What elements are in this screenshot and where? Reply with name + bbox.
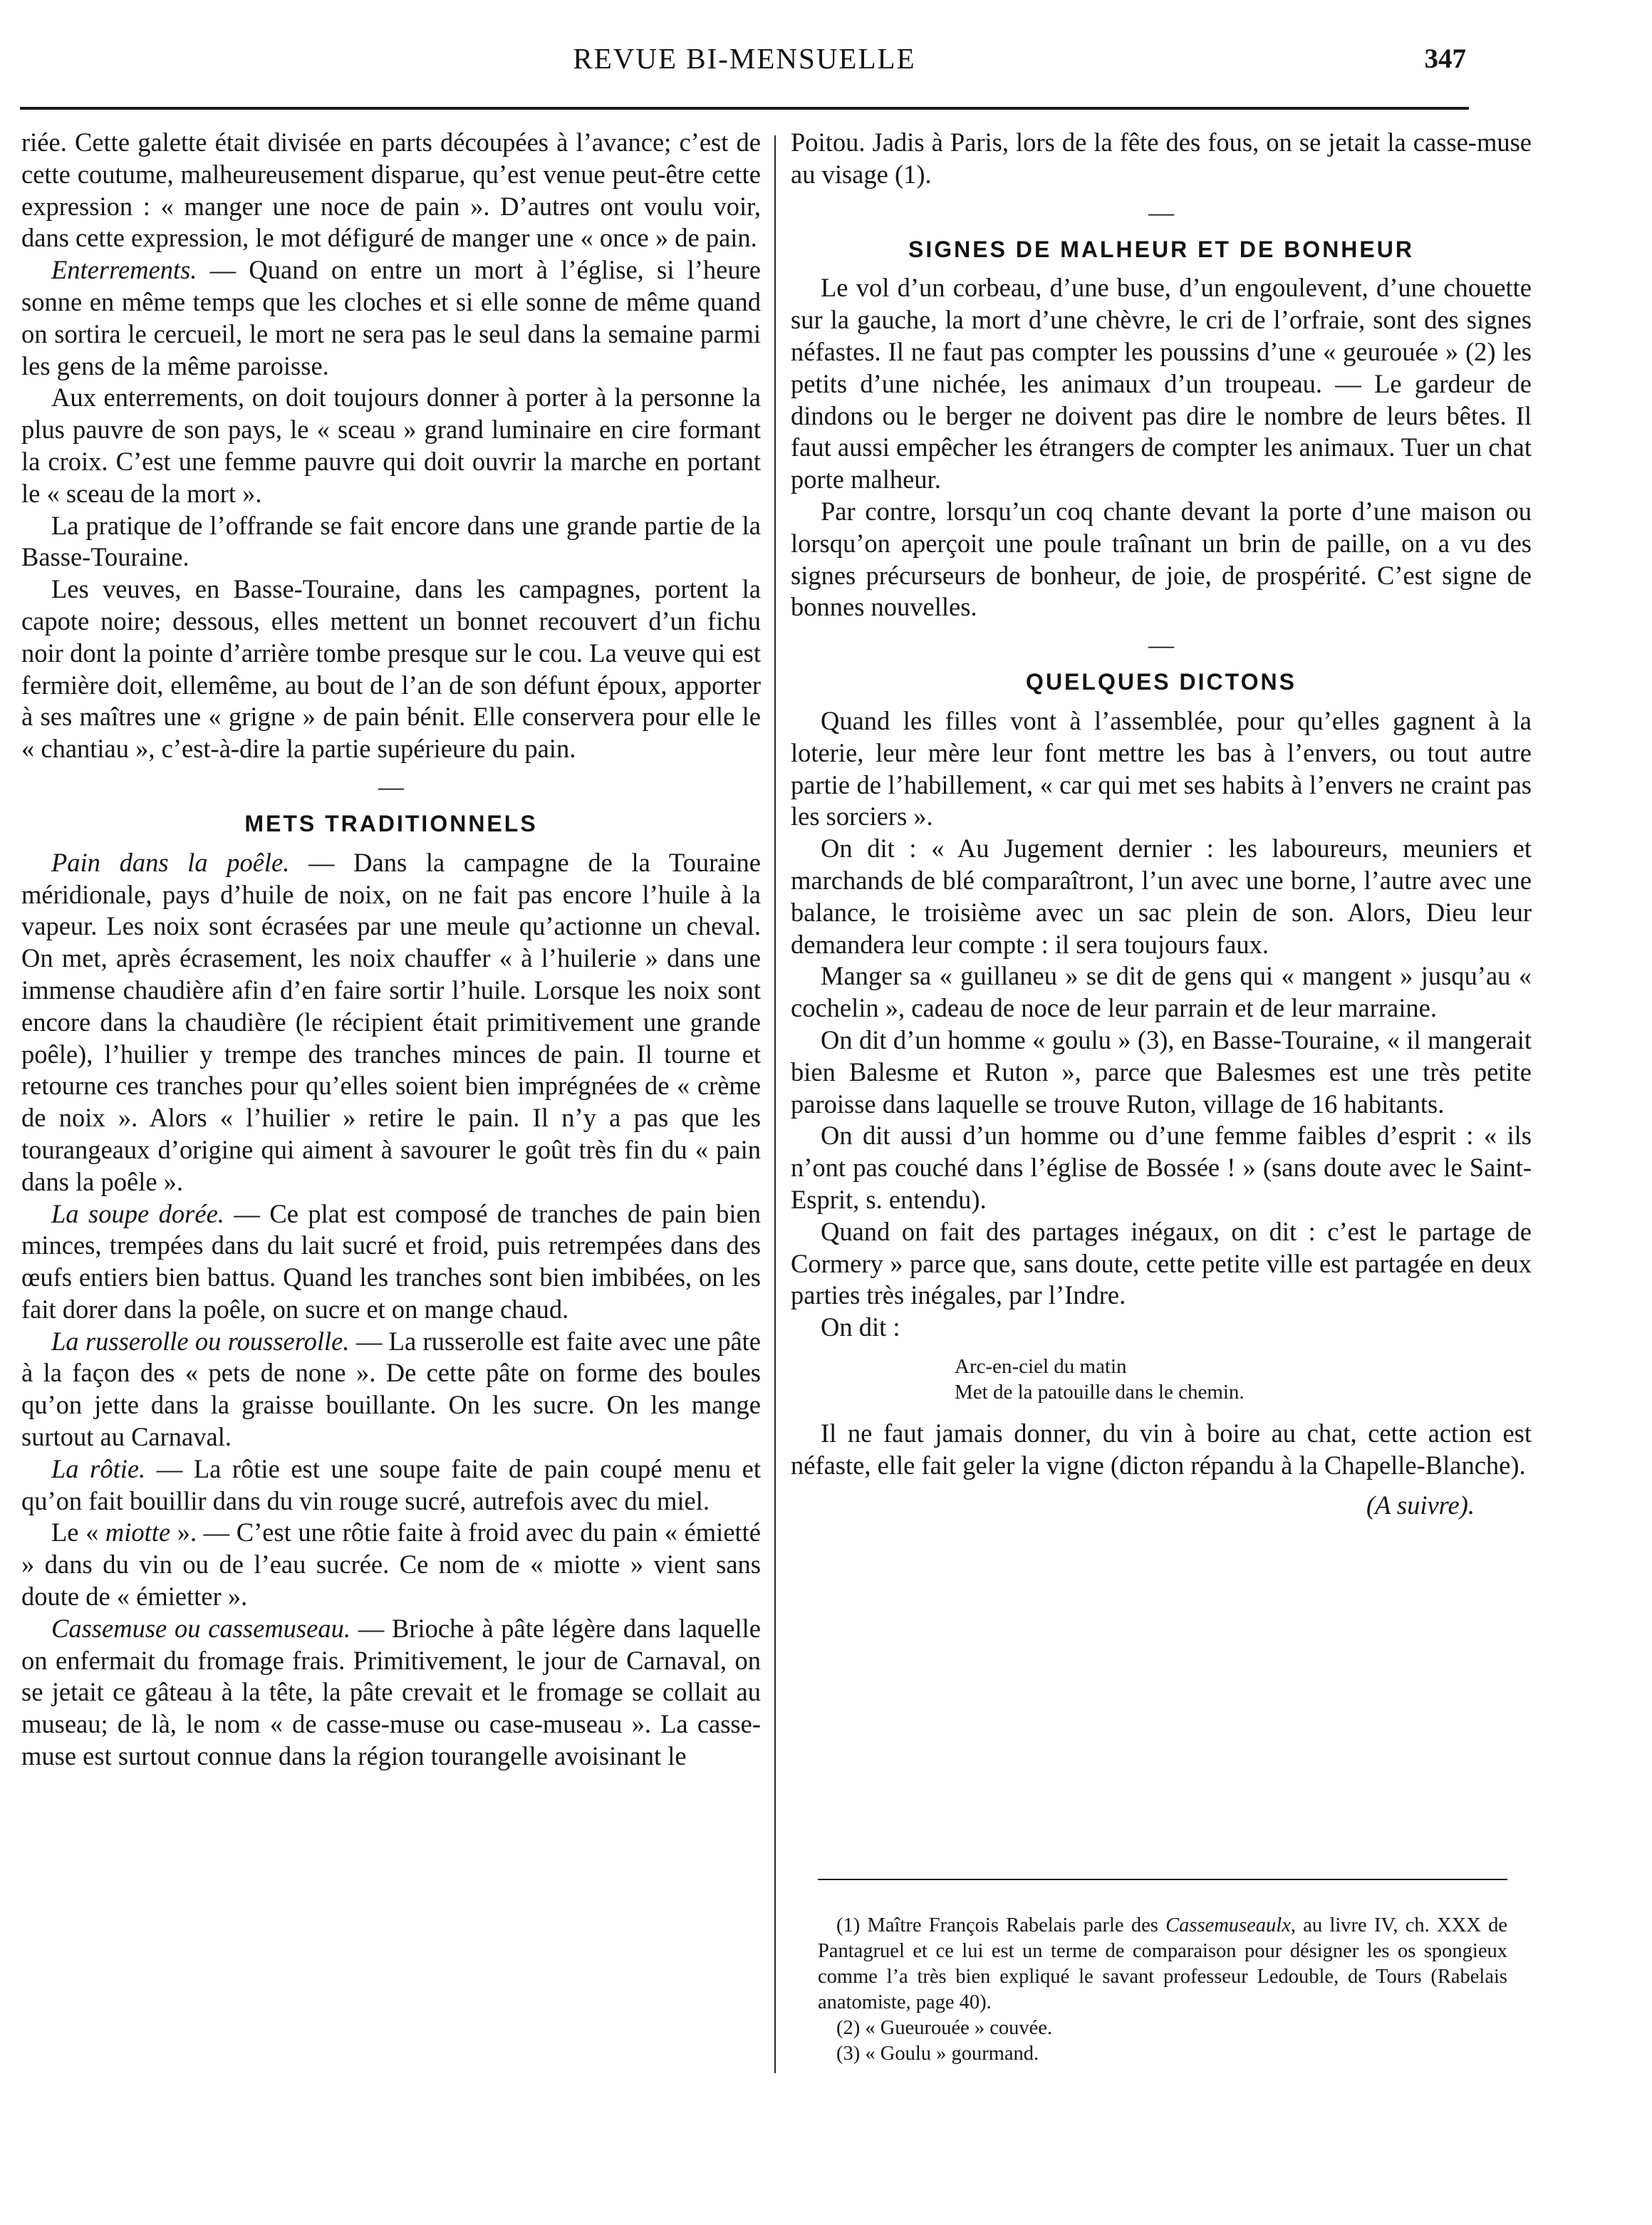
paragraph-soupe-doree — [21, 1198, 761, 1326]
footnote: (2) « Gueurouée » couvée. — [836, 2017, 1053, 2039]
paragraph-enterrements — [21, 254, 761, 382]
paragraph: Les veuves, en Basse-Touraine, dans les campagnes, portent la capote noire; dessous, elles mettent un bonnet recouvert d’un fichu noir dont la pointe d’arrière tombe presque sur le cou. La veuve qui est fermière doit, ellemême, au bout de l’an de son défunt époux, apporter à ses maîtres une « grigne » de pain bénit. Elle conservera pour elle le « chantiau », c’est-à-dire la partie supérieure du pain. — [21, 574, 761, 764]
paragraph-text: — Dans la campagne de la Touraine méridionale, pays d’huile de noix, on ne fait pas encore l’huile à la vapeur. Les noix sont écrasées par une meule qu’actionne un cheval. On met, après écrasement, les noix chauffer « à l’huilerie » dans une immense chaudière afin d’en faire sortir l’huile. Lorsque les noix sont encore dans la chaudière (le récipient était primitivement une grande poêle), l’huilier y trempe des tranches minces de pain. Il tourne et retourne ces tranches pour qu’elles soient bien imprégnées de « crème de noix ». Alors « l’huilier » retire le pain. Il n’y a pas que les tourangeaux d’origine qui aiment à savourer le goût très fin du « pain dans la poêle ». — [21, 847, 762, 1196]
paragraph-title: La russerolle ou rousserolle. — [51, 1326, 350, 1356]
paragraph-pain-poele — [21, 847, 761, 1198]
left-column — [21, 127, 761, 1773]
footnote-emphasis: Cassemuseaulx — [1165, 1914, 1291, 1936]
paragraph-rotie — [21, 1453, 761, 1518]
paragraph-miotte — [21, 1517, 761, 1612]
paragraph-text: — Ce plat est composé de tranches de pain bien minces, trempées dans du lait sucré et froid, puis retrempées dans des œufs entiers bien battus. Quand les tranches sont bien imbibées, on les fait dorer dans la poêle, on sucre et on mange chaud. — [21, 1198, 761, 1324]
verse-quote — [955, 1354, 1532, 1405]
footnote: (3) « Goulu » gourmand. — [836, 2043, 1039, 2065]
header-rule — [20, 107, 1469, 110]
paragraph-title: La rôtie. — [51, 1453, 146, 1483]
verse-line: Met de la patouille dans le chemin. — [955, 1380, 1245, 1404]
page-header — [20, 41, 1469, 84]
running-title: REVUE BI-MENSUELLE — [573, 42, 916, 75]
paragraph-title: miotte — [105, 1518, 171, 1547]
to-be-continued-text: (A suivre). — [1366, 1490, 1475, 1520]
paragraph: La pratique de l’offrande se fait encore dans une grande partie de la Basse-Touraine. — [21, 510, 761, 572]
footnote — [818, 1913, 1507, 2016]
paragraph: On dit : — [821, 1312, 900, 1342]
section-title: METS TRADITIONNELS — [244, 810, 538, 836]
paragraph-text: ». — C’est une rôtie faite à froid avec du pain « émietté » dans du vin ou de l’eau sucrée. Ce nom de « miotte » vient sans doute de « émietter ». — [21, 1518, 761, 1612]
section-separator: — — [1148, 197, 1174, 227]
paragraph-title: Pain dans la poêle. — [51, 847, 290, 877]
paragraph: riée. Cette galette était divisée en parts découpées à l’avance; c’est de cette coutume, malheureusement disparue, qu’est venue peut-être cette expression : « manger une noce de pain ». D’autres ont voulu voir, dans cette expression, le mot défiguré de manger une « once » de pain. — [21, 128, 761, 253]
paragraph-text: — Brioche à pâte légère dans laquelle on enfermait du fromage frais. Primitivement, le jour de Carnaval, on se jetait ce gâteau à la tête, la pâte crevait et le fromage se collait au museau; de là, le nom « de casse-muse ou case-museau ». La casse-muse est surtout connue dans la région tourangelle avoisinant le — [21, 1613, 761, 1771]
page-number: 347 — [1424, 43, 1466, 74]
paragraph: On dit aussi d’un homme ou d’une femme faibles d’esprit : « ils n’ont pas couché dans l’église de Bossée ! » (sans doute avec le Saint-Esprit, s. entendu). — [791, 1121, 1532, 1214]
paragraph: On dit : « Au Jugement dernier : les laboureurs, meuniers et marchands de blé comparaîtront, l’un avec une borne, l’autre avec une balance, le troisième avec un sac plein de son. Alors, Dieu leur demandera leur compte : il sera toujours faux. — [791, 834, 1532, 959]
verse-line: Arc-en-ciel du matin — [955, 1354, 1127, 1378]
column-divider — [774, 135, 776, 2073]
paragraph-title-prefix: Le « — [51, 1518, 105, 1547]
footnote-rule — [818, 1879, 1507, 1880]
paragraph: Par contre, lorsqu’un coq chante devant la porte d’une maison ou lorsqu’on aperçoit une poule traînant un brin de paille, on a vu des signes précurseurs de bonheur, de joie, de prospérité. C’est signe de bonnes nouvelles. — [791, 496, 1532, 622]
paragraph: Il ne faut jamais donner, du vin à boire au chat, cette action est néfaste, elle fait geler la vigne (dicton répandu à la Chapelle-Blanche). — [791, 1418, 1532, 1480]
paragraph-text: — La rôtie est une soupe faite de pain coupé menu et qu’on fait bouillir dans du vin rouge sucré, autrefois avec du miel. — [21, 1453, 761, 1515]
paragraph: Quand les filles vont à l’assemblée, pour qu’elles gagnent à la loterie, leur mère leur font mettre les bas à l’envers, ou tout autre partie de l’habillement, « car qui met ses habits à l’envers ne craint pas les sorciers ». — [791, 705, 1532, 831]
paragraph-text: — La russerolle est faite avec une pâte à la façon des « pets de none ». De cette pâte on forme des boules qu’on jette dans la graisse bouillante. On les sucre. On les mange surtout au Carnaval. — [21, 1326, 761, 1452]
paragraph: Manger sa « guillaneu » se dit de gens qui « mangent » jusqu’au « cochelin », cadeau de noce de leur parrain et de leur marraine. — [791, 961, 1532, 1023]
paragraph: Le vol d’un corbeau, d’une buse, d’un engoulevent, d’une chouette sur la gauche, la mort d’une chèvre, le cri de l’orfraie, sont des signes néfastes. Il ne faut pas compter les poussins d’une « geurouée » (2) les petits d’une nichée, les animaux d’un troupeau. — Le gardeur de dindons ou le berger ne doivent pas dire le nombre de leurs bêtes. Il faut aussi empêcher les étrangers de compter les animaux. Tuer un chat porte malheur. — [791, 273, 1532, 494]
paragraph-russerolle — [21, 1326, 761, 1453]
paragraph: Quand on fait des partages inégaux, on dit : c’est le partage de Cormery » parce que, sans doute, cette petite ville est partagée en deux parties très inégales, par l’Indre. — [791, 1216, 1532, 1310]
section-title: QUELQUES DICTONS — [1026, 669, 1297, 695]
right-column — [791, 127, 1532, 1522]
paragraph-title: La soupe dorée. — [51, 1198, 224, 1228]
section-title: SIGNES DE MALHEUR ET DE BONHEUR — [908, 236, 1414, 262]
paragraph-title: Cassemuse ou cassemuseau. — [51, 1613, 350, 1643]
footnote-text: , au livre IV, ch. XXX de Pantagruel et ce lui est un terme de comparaison pour désigner les os spongieux comme l’a très bien expliqué le savant professeur Ledouble, de Tours (Rabelais anatomiste, page 40). — [818, 1914, 1507, 2013]
to-be-continued — [791, 1490, 1532, 1522]
paragraph-text: — Quand on entre un mort à l’église, si l’heure sonne en même temps que les cloches et si elle sonne de même quand on sortira le cercueil, le mort ne sera pas le seul dans la semaine parmi les gens de la même paroisse. — [21, 255, 761, 380]
footnotes — [818, 1913, 1507, 2067]
paragraph: Poitou. Jadis à Paris, lors de la fête des fous, on se jetait la casse-muse au visage (1). — [791, 128, 1532, 189]
paragraph-cassemuse — [21, 1613, 761, 1773]
paragraph: Aux enterrements, on doit toujours donner à porter à la personne la plus pauvre de son pays, le « sceau » grand luminaire en cire formant la croix. C’est une femme pauvre qui doit ouvrir la marche en portant le « sceau de la mort ». — [21, 383, 761, 508]
section-separator: — — [378, 772, 404, 801]
section-separator: — — [1148, 631, 1174, 660]
footnote-text: (1) Maître François Rabelais parle des — [836, 1914, 1166, 1936]
paragraph: On dit d’un homme « goulu » (3), en Basse-Touraine, « il mangerait bien Balesme et Ruton », parce que Balesmes est une très petite paroisse dans laquelle se trouve Ruton, village de 16 habitants. — [791, 1025, 1532, 1119]
paragraph-title: Enterrements. — [51, 255, 197, 285]
